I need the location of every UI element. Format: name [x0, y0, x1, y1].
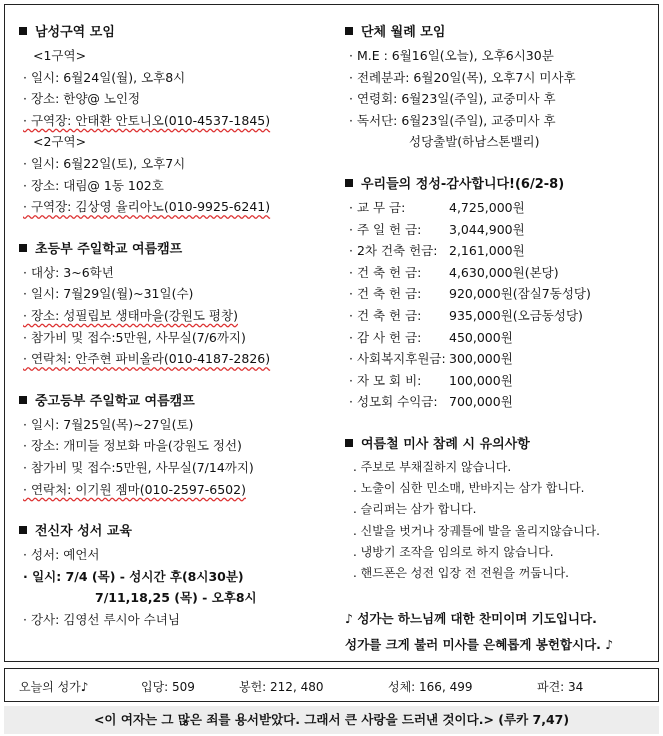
info-line: · 강사: 김영선 루시아 수녀님	[23, 611, 180, 627]
offering-row	[345, 262, 655, 284]
info-line: · 장소: 성필립보 생태마을(강원도 평창)	[23, 307, 238, 323]
offering-label: · 교 무 금:	[349, 199, 406, 215]
offering-amount: 700,000원	[449, 394, 513, 410]
offering-label: · 건 축 헌 금:	[349, 307, 422, 323]
elementary-camp-section	[19, 240, 329, 370]
hymns-label: 오늘의 성가♪	[19, 680, 89, 694]
info-line: · 구역장: 안태환 안토니오(010-4537-1845)	[23, 112, 271, 128]
offering-label: · 감 사 헌 금:	[349, 329, 422, 345]
info-line: · 장소: 한양@ 노인정	[23, 91, 141, 107]
section-title: 우리들의 정성-감사합니다!(6/2-8)	[345, 175, 655, 195]
square-bullet-icon	[19, 396, 27, 404]
offering-amount: 935,000원(오금동성당)	[449, 307, 583, 323]
schedule-line: · 일시: 7/4 (목) - 성시간 후(8시30분)	[23, 568, 244, 584]
communion-hymn: 성체: 166, 499	[388, 680, 473, 694]
info-line: 성당출발(하남스톤밸리)	[409, 134, 540, 150]
section-title: 여름철 미사 참례 시 유의사항	[345, 435, 655, 455]
offering-label: · 자 모 회 비:	[349, 372, 422, 388]
info-line: · 성서: 예언서	[23, 547, 100, 563]
summer-notice-section	[345, 435, 655, 584]
offering-amount: 300,000원	[449, 351, 513, 367]
group-meetings-section	[345, 23, 655, 153]
offering-label: · 사회복지후원금:	[349, 351, 446, 367]
offering-amount: 450,000원	[449, 329, 513, 345]
info-line: · 연령회: 6월23일(주일), 교중미사 후	[349, 91, 556, 107]
offering-amount: 100,000원	[449, 372, 513, 388]
info-line: · 구역장: 김상영 율리아노(010-9925-6241)	[23, 199, 271, 215]
info-line: · 장소: 개미들 정보화 마을(강원도 정선)	[23, 438, 242, 454]
offering-amount: 3,044,900원	[449, 221, 525, 237]
district-label: <2구역>	[33, 134, 87, 150]
left-column	[19, 23, 329, 652]
section-title: 초등부 주일학교 여름캠프	[19, 240, 329, 260]
men-district-section	[19, 23, 329, 218]
closing-line: 성가를 크게 불러 미사를 은혜롭게 봉헌합시다. ♪	[345, 637, 614, 653]
offering-amount: 920,000원(잠실7동성당)	[449, 286, 591, 302]
info-line: · 참가비 및 접수:5만원, 사무실(7/6까지)	[23, 329, 246, 345]
info-line: · 독서단: 6월23일(주일), 교중미사 후	[349, 112, 556, 128]
closing-line: ♪ 성가는 하느님께 대한 찬미이며 기도입니다.	[345, 611, 597, 627]
right-column	[345, 23, 655, 658]
offering-row	[345, 370, 655, 392]
offering-amount: 4,725,000원	[449, 199, 525, 215]
info-line: · 장소: 대림@ 1동 102호	[23, 177, 164, 193]
offering-row	[345, 197, 655, 219]
square-bullet-icon	[345, 439, 353, 447]
offering-amount: 4,630,000원(본당)	[449, 264, 559, 280]
notice-line: . 주보로 부채질하지 않습니다.	[353, 459, 512, 474]
offering-label: · 건 축 헌 금:	[349, 264, 422, 280]
offering-row	[345, 348, 655, 370]
info-line: · 참가비 및 접수:5만원, 사무실(7/14까지)	[23, 459, 254, 475]
offering-row	[345, 283, 655, 305]
info-line: · 연락처: 안주현 파비올라(010-4187-2826)	[23, 351, 271, 367]
info-line: · M.E : 6월16일(오늘), 오후6시30분	[349, 48, 554, 63]
notice-line: . 슬리퍼는 삼가 합니다.	[353, 502, 477, 517]
offering-label: · 건 축 헌 금:	[349, 286, 422, 302]
info-line: · 일시: 7월29일(월)~31일(수)	[23, 286, 194, 302]
section-title: 중고등부 주일학교 여름캠프	[19, 392, 329, 412]
section-title: 전신자 성서 교육	[19, 522, 329, 542]
offering-list	[345, 197, 655, 413]
schedule-line: 7/11,18,25 (목) - 오후8시	[95, 590, 257, 606]
square-bullet-icon	[19, 244, 27, 252]
square-bullet-icon	[345, 179, 353, 187]
notice-line: . 신발을 벗거나 장궤틀에 발을 올리지않습니다.	[353, 523, 600, 538]
info-line: · 대상: 3~6학년	[23, 264, 114, 280]
hymn-stats-bar	[4, 668, 659, 702]
offering-row	[345, 391, 655, 413]
bulletin-board	[4, 4, 659, 662]
square-bullet-icon	[345, 27, 353, 35]
middle-high-camp-section	[19, 392, 329, 500]
section-title: 남성구역 모임	[19, 23, 329, 43]
info-line: · 일시: 6월22일(토), 오후7시	[23, 155, 186, 171]
info-line: · 전례분과: 6월20일(목), 오후7시 미사후	[349, 69, 576, 85]
offering-label: · 성모회 수익금:	[349, 394, 438, 410]
notice-line: . 냉방기 조작을 임의로 하지 않습니다.	[353, 544, 554, 559]
info-line: · 일시: 6월24일(월), 오후8시	[23, 69, 186, 85]
offering-row	[345, 240, 655, 262]
entrance-hymn: 입당: 509	[141, 680, 195, 694]
notice-line: . 노출이 심한 민소매, 반바지는 삼가 합니다.	[353, 481, 585, 496]
bible-verse: <이 여자는 그 많은 죄를 용서받았다. 그래서 큰 사랑을 드러낸 것이다.> (루카 7,47)	[4, 706, 659, 734]
info-line: · 일시: 7월25일(목)~27일(토)	[23, 416, 194, 432]
closing-message	[345, 606, 655, 658]
square-bullet-icon	[19, 27, 27, 35]
offering-label: · 주 일 헌 금:	[349, 221, 422, 237]
bible-class-section	[19, 522, 329, 630]
district-label: <1구역>	[33, 48, 87, 63]
offering-row	[345, 327, 655, 349]
info-line: · 연락처: 이기원 젬마(010-2597-6502)	[23, 481, 246, 497]
square-bullet-icon	[19, 526, 27, 534]
offertory-hymn: 봉헌: 212, 480	[239, 680, 324, 694]
offerings-section	[345, 175, 655, 413]
offering-amount: 2,161,000원	[449, 243, 525, 259]
section-title: 단체 월례 모임	[345, 23, 655, 43]
recessional-hymn: 파견: 34	[537, 680, 584, 694]
offering-row	[345, 305, 655, 327]
notice-line: . 핸드폰은 성전 입장 전 전원을 꺼둡니다.	[353, 565, 569, 580]
offering-label: · 2차 건축 헌금:	[349, 243, 438, 259]
offering-row	[345, 219, 655, 241]
